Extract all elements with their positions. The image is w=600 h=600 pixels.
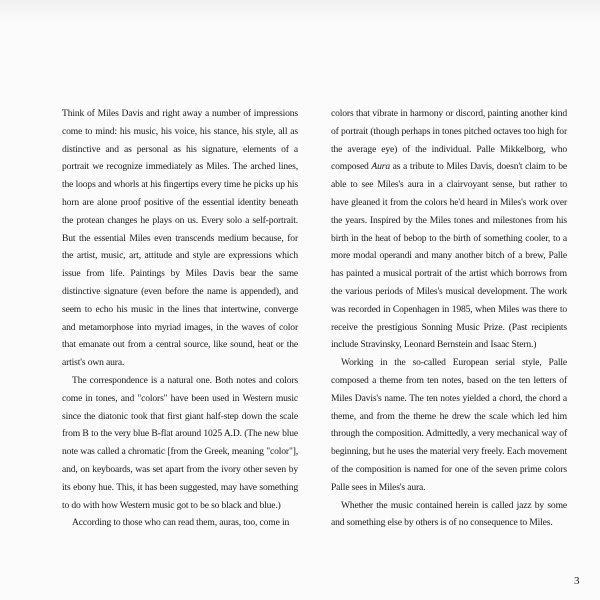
paragraph-serial-style: Working in the so-called European serial style, Palle composed a theme from ten notes, based on the ten letters of Miles Davis's name. The ten notes yielded a chord, the chord a theme, and from the theme he drew the scale which led him through the composition. Admittedly, a very mechanical way of beginning, but he uses the material very freely. Each movement of the composition is named for one of the seven prime colors Palle sees in Miles's aura. (331, 357, 567, 493)
work-title: Aura (371, 161, 390, 173)
paragraph-intro: Think of Miles Davis and right away a number of impressions come to mind: his music, his voice, his stance, his style, all as distinctive and as personal as his signature, elements of a portrait we recognize immediately as Miles. The arched lines, the loops and whorls at his fingertips every time he picks up his horn are alone proof positive of the essential identity beneath the protean changes he plays on us. Every solo a self-portrait. But the essential Miles even transcends medium because, for the artist, music, art, attitude and style are expressions which issue from life. Paintings by Miles Davis bear the same distinctive signature (even before the name is appended), and seem to echo his music in the lines that intertwine, converge and metamorphose into myriad images, in the waves of color that emanate out from a central source, like sound, heat or the artist's own aura. (62, 108, 298, 369)
right-text-column (331, 105, 567, 532)
paragraph-whether-jazz: Whether the music contained herein is called jazz by some and something else by others is of no consequence to Miles. (331, 499, 567, 529)
text-segment: colors that vibrate in harmony or discord, painting another kind of portrait (though perhaps in tones pitched octaves too high for the average eye) of the individual. Palle Mikkelborg, who composed (331, 108, 567, 173)
paragraph-correspondence: The correspondence is a natural one. Both notes and colors come in tones, and "colors" have been used in Western music since the diatonic took that first giant half-step down the scale from B to the very blue B-flat around 1025 A.D. (The new blue note was called a chromatic [from the Greek, meaning "color"], and, on keyboards, was set apart from the ivory other seven by its ebony hue. This, it has been suggested, may have something to do with how Western music got to be so black and blue.) (62, 374, 298, 511)
paragraph-colors-continued (331, 105, 567, 354)
paragraph-auras: According to those who can read them, auras, too, come in (72, 517, 290, 529)
top-page-edge (0, 0, 600, 22)
page-number: 3 (574, 575, 580, 587)
left-text-column (62, 105, 298, 532)
text-segment: as a tribute to Miles Davis, doesn't claim to be able to see Miles's aura in a clairvoyant sense, but rather to have gleaned it from the colors he'd heard in Miles's work over the years. Inspired by the Miles tones and milestones from his birth in the heat of bebop to the birth of something cooler, to a more modal operandi and many another bitch of a brew, Palle has painted a musical portrait of the artist which borrows from the various periods of Miles's musical development. The work was recorded in Copenhagen in 1985, when Miles was there to receive the prestigious Sonning Music Prize. (Past recipients include Stravinsky, Leonard Bernstein and Isaac Stern.) (331, 161, 567, 351)
